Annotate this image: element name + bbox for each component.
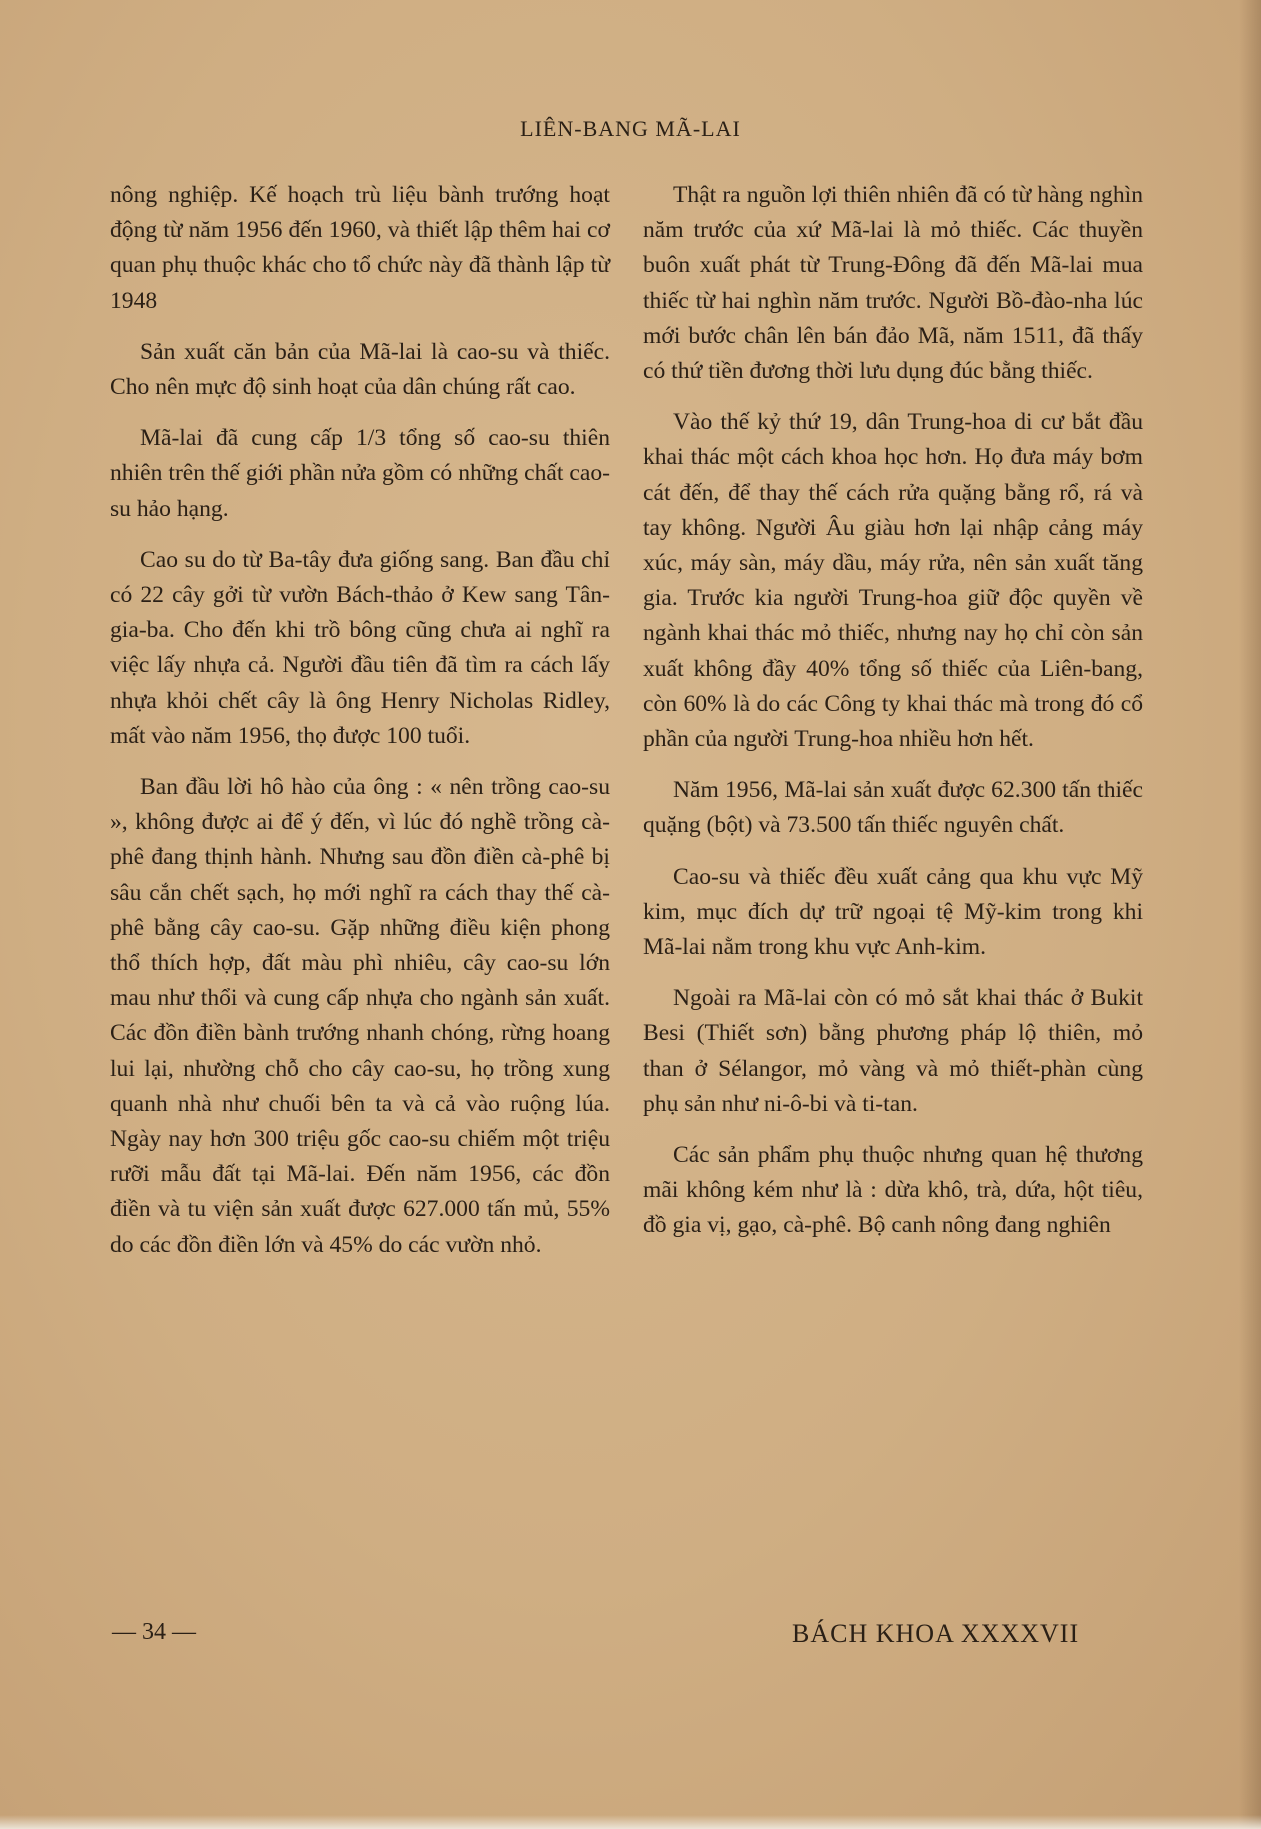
running-title: LIÊN-BANG MÃ-LAI — [520, 116, 741, 141]
journal-title: BÁCH KHOA XXXXVII — [792, 1619, 1080, 1648]
paragraph: Cao-su và thiếc đều xuất cảng qua khu vực Mỹ kim, mục đích dự trữ ngoại tệ Mỹ-kim trong khi Mã-lai nằm trong khu vực Anh-kim. — [643, 863, 1143, 961]
paragraph: Cao su do từ Ba-tây đưa giống sang. Ban đầu chỉ có 22 cây gởi từ vườn Bách-thảo ở Kew sang Tân-gia-ba. Cho đến khi trồ bông cũng chưa ai nghĩ ra việc lấy nhựa cả. Người đầu tiên đã tìm ra cách lấy nhựa khỏi chết cây là ông Henry Nicholas Ridley, mất vào năm 1956, thọ được 100 tuổi. — [110, 546, 610, 749]
paragraph: nông nghiệp. Kế hoạch trù liệu bành trướng hoạt động từ năm 1956 đến 1960, và thiết lập thêm hai cơ quan phụ thuộc khác cho tổ chức này đã thành lập từ 1948 — [110, 182, 610, 314]
paragraph: Vào thế kỷ thứ 19, dân Trung-hoa di cư bắt đầu khai thác một cách khoa học hơn. Họ đưa máy bơm cát đến, để thay thế cách rửa quặng bằng rổ, rá và tay không. Người Âu giàu hơn lại nhập cảng máy xúc, máy sàn, máy dầu, máy rửa, nên sản xuất tăng gia. Trước kia người Trung-hoa giữ độc quyền về ngành khai thác mỏ thiếc, nhưng nay họ chỉ còn sản xuất không đầy 40% tổng số thiếc của Liên-bang, còn 60% là do các Công ty khai thác mà trong đó cổ phần của người Trung-hoa nhiều hơn hết. — [643, 409, 1143, 753]
left-column — [110, 178, 610, 1279]
paragraph: Ngoài ra Mã-lai còn có mỏ sắt khai thác ở Bukit Besi (Thiết sơn) bằng phương pháp lộ thiên, mỏ than ở Sélangor, mỏ vàng và mỏ thiết-phàn cùng phụ sản như ni-ô-bi và ti-tan. — [643, 985, 1143, 1117]
paragraph: Sản xuất căn bản của Mã-lai là cao-su và thiếc. Cho nên mực độ sinh hoạt của dân chúng rất cao. — [110, 338, 610, 401]
paragraph: Ban đầu lời hô hào của ông : « nên trồng cao-su », không được ai để ý đến, vì lúc đó nghề trồng cà-phê đang thịnh hành. Nhưng sau đồn điền cà-phê bị sâu cắn chết sạch, họ mới nghĩ ra cách thay thế cà-phê bằng cây cao-su. Gặp những điều kiện phong thổ thích hợp, đất màu phì nhiêu, cây cao-su lớn mau như thổi và cung cấp nhựa cho ngành sản xuất. Các đồn điền bành trướng nhanh chóng, rừng hoang lui lại, nhường chỗ cho cây cao-su, họ trồng xung quanh nhà như chuối bên ta và cả vào ruộng lúa. Ngày nay hơn 300 triệu gốc cao-su chiếm một triệu rưỡi mẫu đất tại Mã-lai. Đến năm 1956, các đồn điền và tu viện sản xuất được 627.000 tấn mủ, 55% do các đồn điền lớn và 45% do các vườn nhỏ. — [110, 774, 610, 1258]
paragraph: Thật ra nguồn lợi thiên nhiên đã có từ hàng nghìn năm trước của xứ Mã-lai là mỏ thiếc. Các thuyền buôn xuất phát từ Trung-Đông đã đến Mã-lai mua thiếc từ hai nghìn năm trước. Người Bồ-đào-nha lúc mới bước chân lên bán đảo Mã, năm 1511, đã thấy có thứ tiền đương thời lưu dụng đúc bằng thiếc. — [643, 182, 1143, 385]
page-number: — 34 — — [112, 1619, 196, 1645]
right-column — [643, 178, 1143, 1260]
paragraph: Năm 1956, Mã-lai sản xuất được 62.300 tấn thiếc quặng (bột) và 73.500 tấn thiếc nguyên chất. — [643, 777, 1143, 839]
paragraph: Mã-lai đã cung cấp 1/3 tổng số cao-su thiên nhiên trên thế giới phần nửa gồm có những chất cao-su hảo hạng. — [110, 425, 610, 522]
page-edge-shadow — [1239, 0, 1261, 1829]
paragraph: Các sản phẩm phụ thuộc nhưng quan hệ thương mãi không kém như là : dừa khô, trà, dứa, hột tiêu, đồ gia vị, gạo, cà-phê. Bộ canh nông đang nghiên — [643, 1142, 1143, 1239]
page-edge-bottom — [0, 1815, 1261, 1829]
